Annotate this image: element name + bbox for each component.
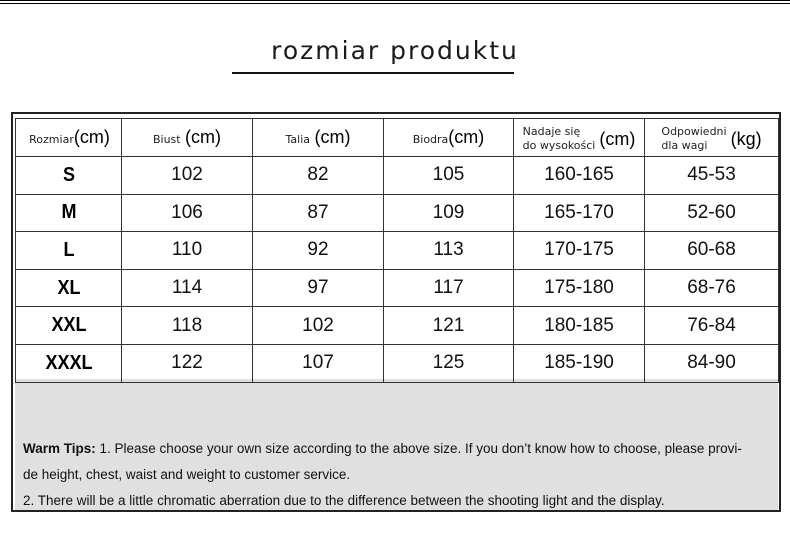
size-cell: S [21,157,116,195]
table-row [16,344,779,382]
weight-cell: 45-53 [645,157,779,195]
header-weight [645,119,779,157]
header-height-label-1: Nadaje się [522,125,581,138]
table-header-row [16,119,779,157]
size-cell: XXL [21,307,116,345]
hips-cell: 117 [384,269,514,307]
height-cell: 185-190 [514,344,645,382]
tips-line-3: 2. There will be a little chromatic aberration due to the difference between the shooting light and the display. [23,493,665,508]
header-hips-unit: (cm) [448,127,485,147]
size-table [15,118,779,383]
top-border [0,0,790,4]
header-weight-label-1: Odpowiedni [661,125,727,138]
height-cell: 165-170 [514,194,645,232]
hips-cell: 109 [384,194,514,232]
weight-cell: 84-90 [645,344,779,382]
header-weight-label-2: dla wagi [661,139,708,152]
size-cell: XL [21,269,116,307]
warm-tips [23,436,773,506]
hips-cell: 113 [384,232,514,270]
header-height-label-2: do wysokości [522,139,596,152]
size-cell: M [21,194,116,232]
height-cell: 175-180 [514,269,645,307]
header-waist [253,119,384,157]
header-size-unit: (cm) [73,127,110,147]
header-bust [122,119,253,157]
table-row [16,307,779,345]
bust-cell: 114 [122,269,253,307]
table-row [16,194,779,232]
tips-label: Warm Tips: [23,441,96,456]
hips-cell: 105 [384,157,514,195]
bust-cell: 122 [122,344,253,382]
waist-cell: 92 [253,232,384,270]
header-bust-label: Biust [152,133,181,146]
bust-cell: 106 [122,194,253,232]
waist-cell: 97 [253,269,384,307]
tips-line-2: de height, chest, waist and weight to customer service. [23,467,351,482]
waist-cell: 102 [253,307,384,345]
header-size-label: Rozmiar [29,133,74,146]
bust-cell: 118 [122,307,253,345]
waist-cell: 107 [253,344,384,382]
header-size [16,119,122,157]
size-chart-frame [11,112,781,512]
weight-cell: 68-76 [645,269,779,307]
table-row [16,232,779,270]
weight-cell: 76-84 [645,307,779,345]
hips-cell: 125 [384,344,514,382]
page-title: rozmiar produktu [271,36,519,65]
height-cell: 160-165 [514,157,645,195]
header-waist-unit: (cm) [314,127,351,147]
size-cell: XXXL [21,344,116,382]
waist-cell: 82 [253,157,384,195]
hips-cell: 121 [384,307,514,345]
header-weight-unit: (kg) [730,128,762,149]
weight-cell: 52-60 [645,194,779,232]
table-row [16,269,779,307]
header-bust-unit: (cm) [185,127,222,147]
header-hips-label: Biodra [412,133,449,146]
header-height-unit: (cm) [599,128,636,149]
waist-cell: 87 [253,194,384,232]
bust-cell: 102 [122,157,253,195]
tips-line-1 [23,436,773,462]
header-waist-label: Talia [285,133,311,146]
height-cell: 170-175 [514,232,645,270]
bust-cell: 110 [122,232,253,270]
tips-text-1: 1. Please choose your own size according to the above size. If you don’t know how to choose, please provi- [95,441,742,456]
height-cell: 180-185 [514,307,645,345]
weight-cell: 60-68 [645,232,779,270]
header-hips [384,119,514,157]
title-underline [232,72,514,74]
header-height [514,119,645,157]
size-cell: L [21,232,116,270]
table-row [16,157,779,195]
